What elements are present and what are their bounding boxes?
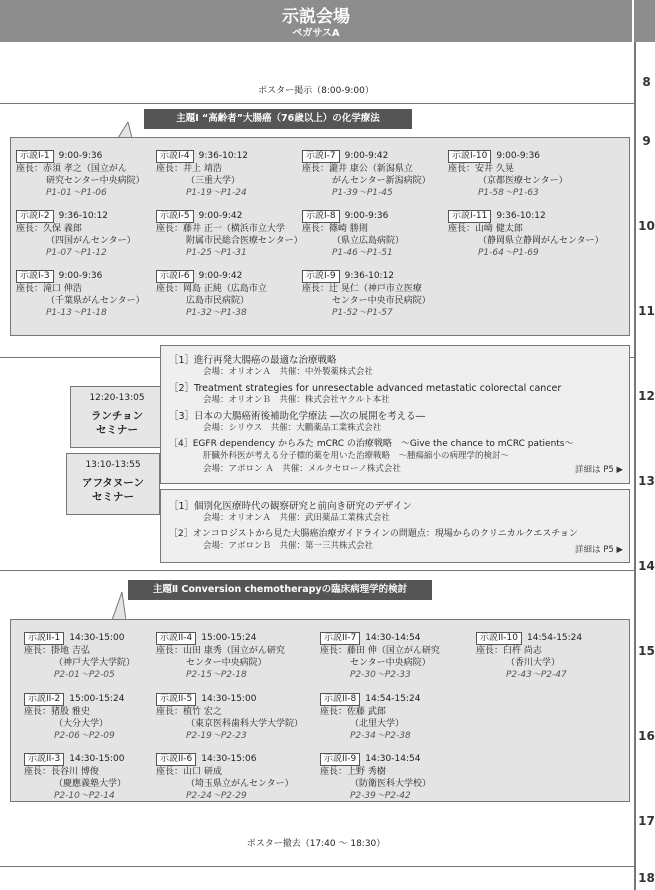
session-id: 示説II-7 [320,632,360,645]
lunch-seminar-box [160,345,630,484]
session-time: 9:00-9:42 [198,271,243,281]
session-block [156,632,285,681]
session-id: 示説II-2 [24,693,64,706]
venue-header [0,0,632,42]
session-chair-affil: （神戸大学大学院） [54,658,136,668]
session-id: 示説I-6 [156,270,194,283]
session-chair: 座長：山田 康秀（国立がん研究 [156,646,285,656]
session-chair: 座長：山口 研成 [156,767,222,777]
session-block [320,753,431,802]
hour-label: 15 [638,644,655,658]
session-pages: P1-01～P1-06 [46,188,107,198]
session-chair-affil: （大分大学） [54,719,109,729]
session-time: 14:54-15:24 [527,633,583,643]
session-pages: P2-10～P2-14 [54,791,115,801]
time-column [634,42,655,890]
session-time: 14:30-15:06 [201,754,257,764]
session-time: 9:00-9:36 [58,271,103,281]
session-block [16,270,145,319]
session-chair: 座長：赤須 孝之（国立がん [16,164,127,174]
afternoon-time: 13:10-13:55 [85,460,141,470]
lunch-label-2: セミナー [96,424,138,436]
lunch-item-4: ［4］EGFR dependency からみた mCRC の治療戦略 ～Give the chance to mCRC patients～ [169,439,574,449]
session-id: 示説II-9 [320,753,360,766]
session-pages: P1-19～P1-24 [186,188,247,198]
session-chair-affil: センター中央病院） [186,658,267,668]
session-pages: P1-32～P1-38 [186,308,247,318]
hour-label: 14 [638,559,655,573]
session-chair: 座長：山﨑 健太郎 [448,224,523,234]
session-chair-affil: （北里大学） [350,719,405,729]
session-chair-affil: （慶應義塾大学） [54,779,127,789]
session-block [476,632,582,681]
session-chair: 座長：久保 義郎 [16,224,82,234]
session-id: 示説I-9 [302,270,340,283]
session-block [24,753,126,802]
session-chair-affil: センター中央病院） [350,658,431,668]
afternoon-item-1: ［1］個別化医療時代の観察研究と前向き研究のデザイン [169,501,412,512]
session-pages: P2-39～P2-42 [350,791,411,801]
session-time: 14:30-15:00 [69,633,125,643]
session-time: 9:36-10:12 [198,151,249,161]
session-chair: 座長：安井 久晃 [448,164,514,174]
session-pages: P1-46～P1-51 [332,248,393,258]
venue-subtitle: ペガサスA [292,28,340,39]
theme1-title: 主題Ⅰ “高齢者”大腸癌（76歳以上）の化学療法 [144,109,412,129]
callout-pointer [118,122,132,138]
hour-label: 9 [642,134,651,148]
session-chair: 座長：篠崎 勝則 [302,224,368,234]
session-pages: P2-24～P2-29 [186,791,247,801]
session-block [320,693,420,742]
session-pages: P2-43～P2-47 [506,670,567,680]
venue-title: 示説会場 [282,7,350,27]
session-id: 示説I-5 [156,210,194,223]
session-pages: P2-01～P2-05 [54,670,115,680]
session-time: 9:00-9:42 [344,151,389,161]
poster-setup: ポスター掲示（8:00-9:00） [258,86,374,96]
session-pages: P2-30～P2-33 [350,670,411,680]
session-chair-affil: （防衛医科大学校） [350,779,432,789]
session-block [24,632,135,681]
session-chair: 座長：佐藤 武郎 [320,707,386,717]
session-block [156,693,303,742]
afternoon-seminar-tag [66,453,160,515]
session-chair-affil: （埼玉県立がんセンター） [186,779,294,789]
session-block [448,150,568,199]
hour-line [0,570,634,571]
lunch-item-1: ［1］進行再発大腸癌の最適な治療戦略 [169,355,337,366]
session-block [16,150,145,199]
session-chair-affil: （静岡県立静岡がんセンター） [478,236,604,246]
afternoon-detail-link[interactable]: 詳細は P5 ▶ [575,545,623,555]
session-id: 示説II-6 [156,753,196,766]
session-id: 示説I-8 [302,210,340,223]
session-block [156,150,248,199]
session-time: 9:36-10:12 [344,271,395,281]
session-block [156,270,267,319]
session-chair: 座長：藤田 伸（国立がん研究 [320,646,440,656]
session-chair-affil: （東京医科歯科大学大学院） [186,719,304,729]
session-pages: P2-19～P2-23 [186,731,247,741]
afternoon-seminar-box [160,489,630,563]
lunch-label: ランチョン [90,410,144,422]
session-id: 示説II-3 [24,753,64,766]
session-chair: 座長：岡島 正純（広島市立 [156,284,267,294]
session-chair-affil: （三重大学） [186,176,241,186]
session-id: 示説I-3 [16,270,54,283]
session-chair: 座長：猪股 雅史 [24,707,90,717]
session-id: 示説I-7 [302,150,340,163]
session-chair-affil: （県立広島病院） [332,236,405,246]
session-chair-affil: （香川大学） [506,658,561,668]
session-chair: 座長：藤井 正一（横浜市立大学 [156,224,285,234]
hour-label: 18 [638,871,655,885]
lunch-item-4-venue: 会場：アポロン Ａ 共催：メルクセローノ株式会社 [203,464,401,474]
session-chair-affil: 附属市民総合医療センター） [186,236,303,246]
session-block [448,210,604,259]
session-id: 示説I-2 [16,210,54,223]
afternoon-label-2: セミナー [92,491,134,503]
session-chair-affil: （千葉県がんセンター） [46,296,145,306]
hour-label: 12 [638,389,655,403]
session-chair-affil: 研究センター中央病院） [46,176,145,186]
lunch-item-3-venue: 会場：シリウス 共催：大鵬薬品工業株式会社 [203,423,382,433]
session-chair-affil: センター中央市民病院） [332,296,431,306]
hour-line [0,866,634,867]
session-pages: P1-39～P1-45 [332,188,393,198]
session-time: 14:30-15:00 [69,754,125,764]
session-time: 14:30-14:54 [365,754,421,764]
session-pages: P1-25～P1-31 [186,248,247,258]
session-block [24,693,124,742]
session-time: 9:00-9:36 [496,151,541,161]
hour-label: 13 [638,474,655,488]
session-pages: P2-34～P2-38 [350,731,411,741]
session-pages: P1-13～P1-18 [46,308,107,318]
session-time: 9:36-10:12 [58,211,109,221]
session-time: 9:00-9:42 [198,211,243,221]
session-chair: 座長：瀧井 康公（新潟県立 [302,164,413,174]
hour-label: 11 [638,304,655,318]
session-chair-affil: （四国がんセンター） [46,236,136,246]
hour-label: 17 [638,814,655,828]
session-id: 示説II-8 [320,693,360,706]
session-time: 14:54-15:24 [365,694,421,704]
session-time: 14:30-14:54 [365,633,421,643]
session-block [302,150,431,199]
theme2-title: 主題Ⅱ Conversion chemotherapyの臨床病理学的検討 [128,580,432,600]
session-chair: 座長：掛地 吉弘 [24,646,90,656]
session-time: 15:00-15:24 [69,694,125,704]
lunch-item-3: ［3］日本の大腸癌術後補助化学療法 ―次の展開を考える― [169,411,426,422]
lunch-item-2-venue: 会場：オリオンＢ 共催：株式会社ヤクルト本社 [203,395,390,405]
hour-label: 8 [642,75,651,89]
session-chair: 座長：長谷川 博俊 [24,767,99,777]
session-id: 示説I-10 [448,150,491,163]
session-chair-affil: （京都医療センター） [478,176,568,186]
session-pages: P2-15～P2-18 [186,670,247,680]
session-id: 示説I-11 [448,210,491,223]
session-block [302,210,404,259]
session-id: 示説I-4 [156,150,194,163]
session-block [156,210,303,259]
session-id: 示説II-10 [476,632,522,645]
session-time: 9:00-9:36 [58,151,103,161]
session-chair: 座長：井上 靖浩 [156,164,222,174]
session-block [320,632,440,681]
session-block [302,270,431,319]
session-chair: 座長：辻 晃仁（神戸市立医療 [302,284,422,294]
session-pages: P1-07～P1-12 [46,248,107,258]
afternoon-item-1-venue: 会場：オリオンＡ 共催：武田薬品工業株式会社 [203,513,390,523]
session-id: 示説I-1 [16,150,54,163]
afternoon-item-2-venue: 会場：アポロンＢ 共催：第一三共株式会社 [203,541,374,551]
session-time: 9:36-10:12 [496,211,546,221]
session-id: 示説II-4 [156,632,196,645]
lunch-item-4-sub: 肝臓外科医が考える分子標的薬を用いた治療戦略 ～腫瘍縮小の病理学的検討～ [203,451,510,461]
session-chair: 座長：植竹 宏之 [156,707,222,717]
session-time: 14:30-15:00 [201,694,257,704]
lunch-seminar-tag [70,386,164,448]
session-pages: P1-52～P1-57 [332,308,393,318]
afternoon-label: アフタヌーン [81,477,145,489]
lunch-item-1-venue: 会場：オリオンＡ 共催：中外製薬株式会社 [203,367,373,377]
session-block [16,210,136,259]
session-id: 示説II-5 [156,693,196,706]
session-time: 15:00-15:24 [201,633,257,643]
session-chair: 座長：臼杵 尚志 [476,646,542,656]
poster-removal: ポスター撤去（17:40 ～ 18:30） [246,839,386,849]
afternoon-item-2: ［2］オンコロジストから見た大腸癌治療ガイドラインの問題点：現場からのクリニカルクエスチョン [169,529,578,539]
session-chair: 座長：上野 秀樹 [320,767,386,777]
lunch-detail-link[interactable]: 詳細は P5 ▶ [575,465,623,475]
session-chair-affil: がんセンター新潟病院） [332,176,431,186]
time-column-header [634,0,655,42]
session-chair: 座長：滝口 伸浩 [16,284,82,294]
session-chair-affil: 広島市民病院） [186,296,250,306]
session-pages: P1-64～P1-69 [478,248,539,258]
lunch-time: 12:20-13:05 [89,393,145,403]
callout-pointer [112,592,126,620]
session-pages: P1-58～P1-63 [478,188,539,198]
session-pages: P2-06～P2-09 [54,731,115,741]
hour-label: 10 [638,219,655,233]
session-time: 9:00-9:36 [344,211,389,221]
session-block [156,753,294,802]
session-id: 示説II-1 [24,632,64,645]
lunch-item-2: ［2］Treatment strategies for unresectable advanced metastatic colorectal cancer [169,383,562,394]
hour-label: 16 [638,729,655,743]
hour-line [0,103,634,104]
